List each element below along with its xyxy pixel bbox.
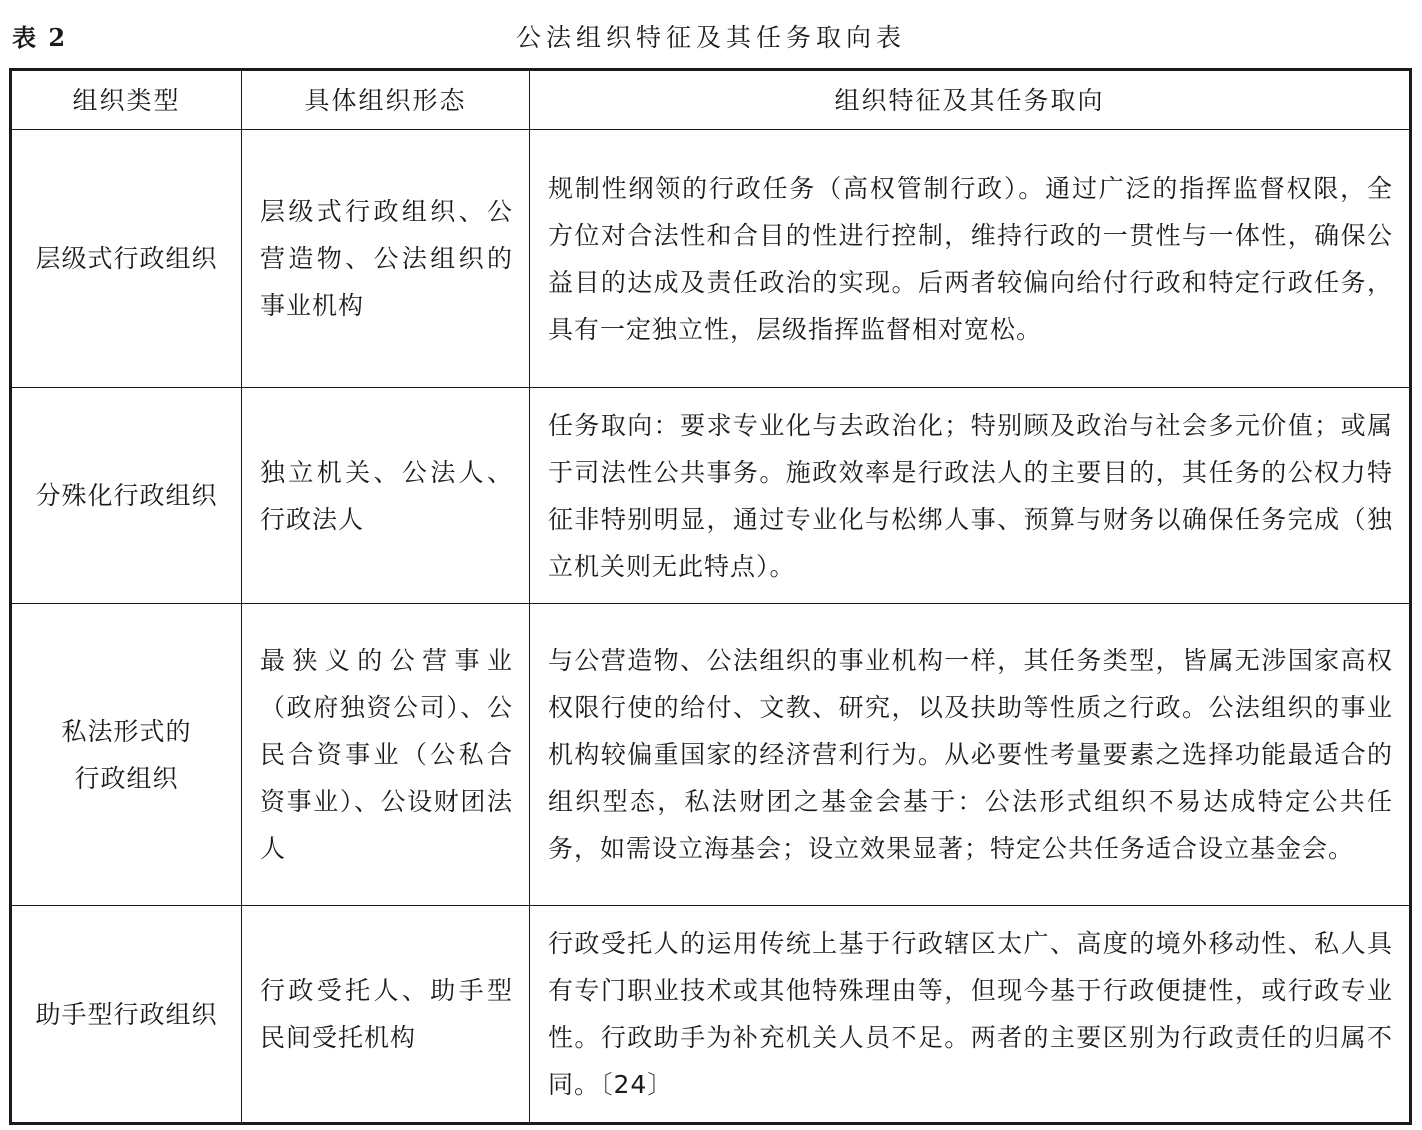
org-form-cell: 独立机关、公法人、行政法人 — [242, 388, 530, 604]
organization-table — [9, 68, 1412, 1125]
table-caption — [0, 14, 1422, 54]
table-number: 表 2 — [12, 23, 68, 52]
org-type-line: 私法形式的 — [61, 716, 192, 746]
org-features-cell: 与公营造物、公法组织的事业机构一样，其任务类型，皆属无涉国家高权权限行使的给付、文教、研究，以及扶助等性质之行政。公法组织的事业机构较偏重国家的经济营利行为。从必要性考量要素之选择功能最适合的组织型态，私法财团之基金会基于：公法形式组织不易达成特定公共任务，如需设立海基会；设立效果显著；特定公共任务适合设立基金会。 — [530, 604, 1411, 906]
org-form-cell: 最狭义的公营事业（政府独资公司）、公民合资事业（公私合资事业）、公设财团法人 — [242, 604, 530, 906]
table-row — [11, 130, 1411, 388]
org-form-cell: 行政受托人、助手型民间受托机构 — [242, 906, 530, 1124]
org-type-line: 行政组织 — [74, 763, 179, 793]
header-org-type: 组织类型 — [11, 70, 242, 130]
header-org-features: 组织特征及其任务取向 — [530, 70, 1411, 130]
table-row — [11, 604, 1411, 906]
header-org-form: 具体组织形态 — [242, 70, 530, 130]
table-row — [11, 388, 1411, 604]
org-form-cell: 层级式行政组织、公营造物、公法组织的事业机构 — [242, 130, 530, 388]
table-title: 公法组织特征及其任务取向表 — [515, 23, 906, 52]
org-type-cell: 层级式行政组织 — [11, 130, 242, 388]
org-type-cell — [11, 604, 242, 906]
org-features-cell: 任务取向：要求专业化与去政治化；特别顾及政治与社会多元价值；或属于司法性公共事务。施政效率是行政法人的主要目的，其任务的公权力特征非特别明显，通过专业化与松绑人事、预算与财务以确保任务完成（独立机关则无此特点）。 — [530, 388, 1411, 604]
table-header-row — [11, 70, 1411, 130]
org-type-cell: 分殊化行政组织 — [11, 388, 242, 604]
org-features-cell: 行政受托人的运用传统上基于行政辖区太广、高度的境外移动性、私人具有专门职业技术或其他特殊理由等，但现今基于行政便捷性，或行政专业性。行政助手为补充机关人员不足。两者的主要区别为行政责任的归属不同。〔24〕 — [530, 906, 1411, 1124]
org-type-cell: 助手型行政组织 — [11, 906, 242, 1124]
org-features-cell: 规制性纲领的行政任务（高权管制行政）。通过广泛的指挥监督权限，全方位对合法性和合目的性进行控制，维持行政的一贯性与一体性，确保公益目的达成及责任政治的实现。后两者较偏向给付行政和特定行政任务，具有一定独立性，层级指挥监督相对宽松。 — [530, 130, 1411, 388]
table-row — [11, 906, 1411, 1124]
